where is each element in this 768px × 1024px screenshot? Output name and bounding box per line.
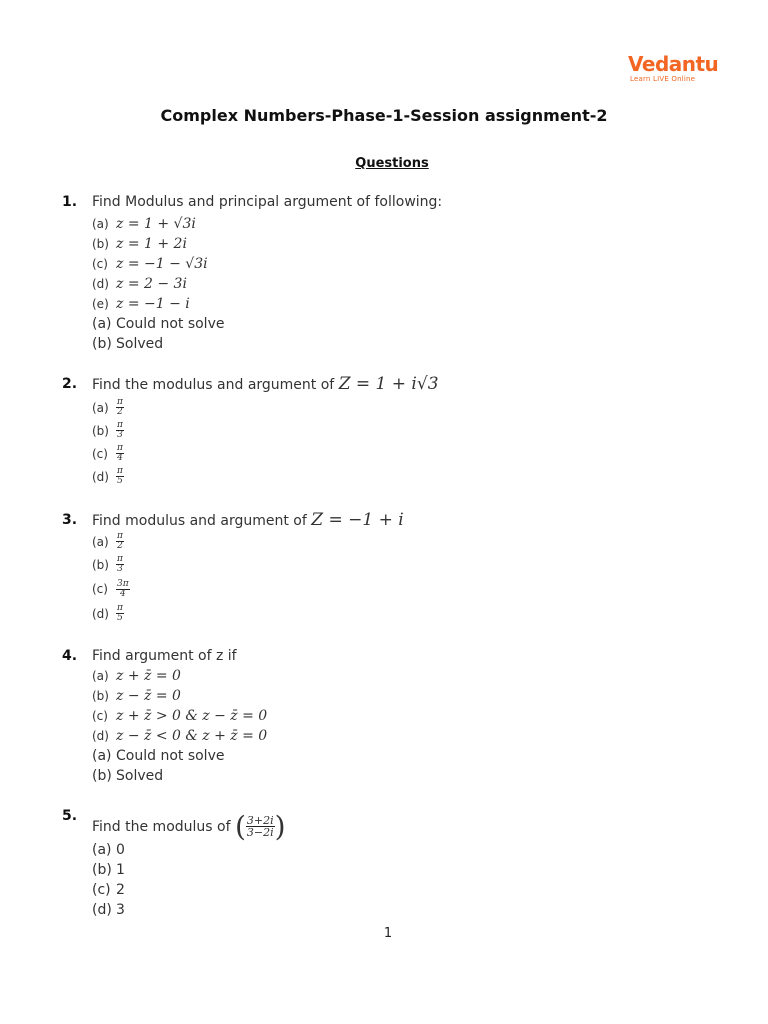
option	[92, 666, 267, 686]
option-math: z + z̄ = 0	[116, 668, 181, 684]
question-stem	[92, 374, 439, 394]
numerator: π	[117, 466, 123, 476]
options-list	[92, 396, 124, 488]
logo-tagline: Learn LIVE Online	[630, 75, 696, 83]
stem-math: Z = −1 + i	[311, 510, 404, 530]
option-text: Solved	[116, 336, 164, 352]
option-math: z = −1 − √3i	[116, 256, 208, 272]
denominator: 4	[117, 453, 123, 463]
options-list	[92, 214, 224, 354]
question-stem	[92, 810, 286, 843]
denominator: 3−2i	[246, 826, 274, 839]
question-stem: Find argument of z if	[92, 648, 237, 664]
question-number: 3.	[62, 512, 78, 528]
page-title: Complex Numbers-Phase-1-Session assignment-2	[160, 106, 608, 125]
stem-text: Find the modulus of	[92, 818, 231, 835]
paren-open: (	[234, 810, 246, 843]
option	[92, 706, 267, 726]
option-math: z = 1 + 2i	[116, 236, 187, 252]
option-label: (c)	[92, 257, 108, 271]
numerator: π	[117, 397, 123, 407]
option-label: (b)	[92, 689, 109, 703]
option-label: (a)	[92, 534, 109, 549]
question-number: 1.	[62, 194, 78, 210]
paren-close: )	[274, 810, 286, 843]
question-number: 2.	[62, 376, 78, 392]
option	[92, 602, 130, 625]
option	[92, 530, 130, 553]
option-math: z + z̄ > 0 & z − z̄ = 0	[116, 708, 268, 724]
numerator: π	[117, 531, 123, 541]
option-fraction	[116, 580, 130, 599]
option-math: z = 2 − 3i	[116, 276, 187, 292]
option-label: (b)	[92, 237, 109, 251]
denominator: 2	[117, 407, 123, 417]
option-label: (d)	[92, 277, 109, 291]
option-math: z − z̄ = 0	[116, 688, 181, 704]
numerator: 3+2i	[246, 814, 274, 827]
questions-heading: Questions	[355, 156, 429, 171]
option-math: z − z̄ < 0 & z + z̄ = 0	[116, 728, 268, 744]
option-label: (c)	[92, 582, 108, 596]
option-fraction	[116, 555, 124, 574]
option-fraction	[116, 467, 124, 486]
page-number: 1	[383, 926, 393, 941]
option-label: (a)	[92, 400, 109, 415]
option-label: (a)	[92, 316, 112, 332]
numerator: π	[117, 603, 123, 613]
option	[92, 274, 224, 294]
stem-text: Find the modulus and argument of	[92, 377, 335, 393]
option-fraction	[116, 444, 124, 463]
option-fraction	[116, 604, 124, 623]
options-list	[92, 840, 125, 920]
option-label: (a)	[92, 748, 112, 764]
logo-brand: Vedantu	[628, 52, 719, 76]
option	[92, 553, 130, 576]
question-number: 4.	[62, 648, 78, 664]
option	[92, 880, 125, 900]
option-text: Could not solve	[116, 316, 225, 332]
option-label: (a)	[92, 842, 112, 858]
option-text: Could not solve	[116, 748, 225, 764]
option	[92, 766, 267, 786]
option-text: 1	[116, 862, 125, 878]
numerator: π	[117, 420, 123, 430]
option-label: (c)	[92, 709, 108, 723]
denominator: 4	[119, 588, 126, 599]
stem-fraction	[246, 815, 275, 838]
option-label: (a)	[92, 217, 109, 231]
denominator: 2	[117, 541, 123, 551]
option-label: (c)	[92, 446, 108, 461]
option-label: (d)	[92, 729, 109, 743]
option-math: z = −1 − i	[116, 296, 190, 312]
options-list	[92, 666, 267, 786]
option	[92, 465, 124, 488]
option	[92, 294, 224, 314]
option-label: (e)	[92, 297, 109, 311]
option-text: 2	[116, 882, 125, 898]
option	[92, 900, 125, 920]
option-label: (b)	[92, 768, 112, 784]
question-number: 5.	[62, 808, 78, 824]
option	[92, 746, 267, 766]
question-stem	[92, 510, 404, 530]
vedantu-logo	[628, 52, 719, 88]
option	[92, 686, 267, 706]
numerator: 3π	[117, 578, 129, 589]
option	[92, 396, 124, 419]
denominator: 3	[117, 430, 123, 440]
option	[92, 442, 124, 465]
question-stem: Find Modulus and principal argument of following:	[92, 194, 443, 210]
option-fraction	[116, 398, 124, 417]
option	[92, 314, 224, 334]
denominator: 5	[117, 476, 123, 486]
options-list	[92, 530, 130, 625]
option	[92, 234, 224, 254]
option-text: 3	[116, 902, 125, 918]
option	[92, 214, 224, 234]
option	[92, 254, 224, 274]
option-fraction	[116, 532, 124, 551]
option-label: (c)	[92, 882, 111, 898]
option-math: z = 1 + √3i	[116, 216, 196, 232]
option-text: 0	[116, 842, 125, 858]
option	[92, 419, 124, 442]
option-label: (b)	[92, 423, 109, 438]
option-label: (d)	[92, 469, 109, 484]
option-label: (d)	[92, 902, 112, 918]
option-label: (a)	[92, 669, 109, 683]
stem-text: Find modulus and argument of	[92, 513, 307, 529]
option-fraction	[116, 421, 124, 440]
option-text: Solved	[116, 768, 164, 784]
stem-math: Z = 1 + i√3	[338, 374, 439, 394]
numerator: π	[117, 443, 123, 453]
option-label: (d)	[92, 606, 109, 621]
option-label: (b)	[92, 336, 112, 352]
option	[92, 334, 224, 354]
denominator: 3	[117, 564, 123, 574]
option-label: (b)	[92, 557, 109, 572]
option	[92, 840, 125, 860]
option-label: (b)	[92, 862, 112, 878]
option	[92, 860, 125, 880]
denominator: 5	[117, 613, 123, 623]
option	[92, 576, 130, 602]
numerator: π	[117, 554, 123, 564]
option	[92, 726, 267, 746]
